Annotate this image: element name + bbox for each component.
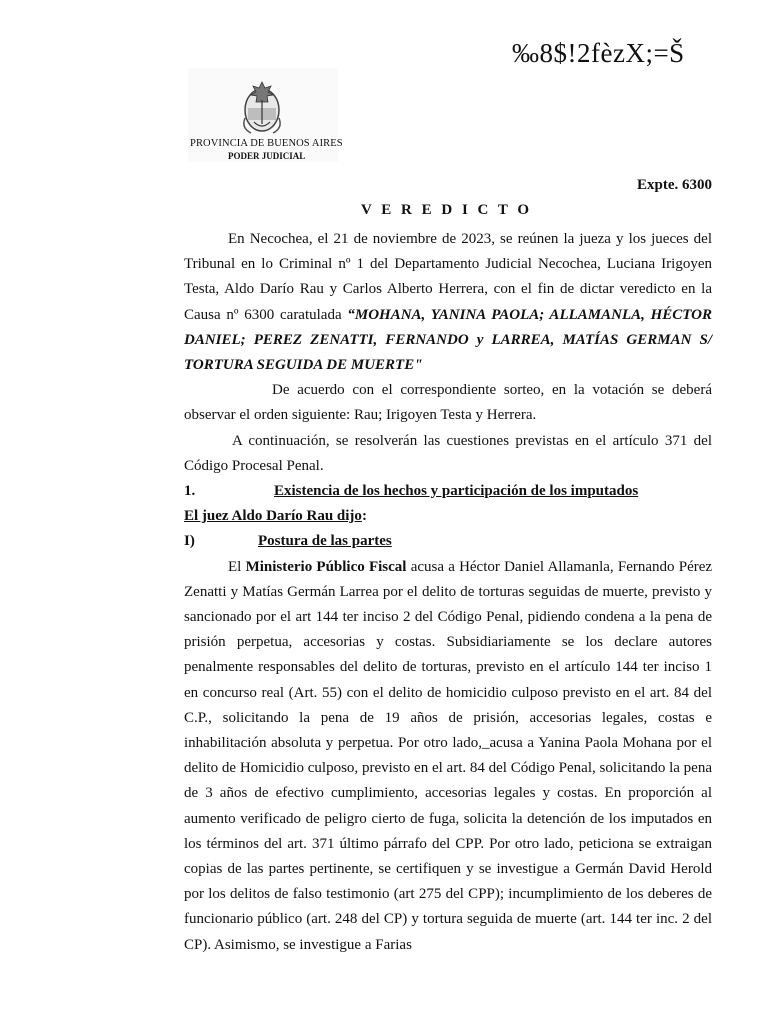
logo-province-text: PROVINCIA DE BUENOS AIRES [190,138,343,149]
judge-heading-colon: : [361,508,367,525]
document-title: V E R E D I C T O [360,202,533,218]
document-code: ‰8$!2fèzX;=Š [512,38,685,68]
intro-paragraph [184,227,712,378]
questions-paragraph: A continuación, se resolverán las cuestiones previstas en el artículo 371 del Código Procesal Penal. [184,432,712,474]
case-caption: “MOHANA, YANINA PAOLA; ALLAMANLA, HÉCTOR DANIEL; PEREZ ZENATTI, FERNANDO y LARREA, MATÍAS GERMAN S/ TORTURA SEGUIDA DE MUERTE" [184,306,712,374]
subsection-heading [184,529,712,554]
section-number: 1. [184,483,196,500]
judge-heading [184,504,712,529]
judge-heading-text: El juez Aldo Darío Rau dijo [184,508,362,525]
prosecution-text: acusa a Héctor Daniel Allamanla, Fernando Pérez Zenatti y Matías Germán Larrea por el delito de torturas seguidas de muerte, previsto y sancionado por el art 144 ter inciso 2 del Código Penal, pidiendo condena a la pena de prisión perpetua, accesorias y costas. Subsidiariamente se los declare autores penalmente responsables del delito de torturas, previsto en el artículo 144 ter inciso 1 en concurso real (Art. 55) con el delito de homicidio culposo previsto en el art. 84 del C.P., solicitando la pena de 19 años de prisión, accesorias legales, costas e inhabilitación absoluta y perpetua. Por otro lado,_acusa a Yanina Paola Mohana por el delito de Homicidio culposo, previsto en el art. 84 del Código Penal, solicitando la pena de 3 años de efectivo cumplimiento, accesorias legales y costas. En proporción al aumento verificado de peligro cierto de fuga, solicita la detención de los imputados en los términos del art. 371 último párrafo del CPP. Por otro lado, peticiona se extraigan copias de las partes pertinente, se certifiquen y se investigue a Germán David Herold por los delitos de falso testimonio (art 275 del CPP); incumplimiento de los deberes de funcionario público (art. 248 del CP) y tortura seguida de muerte (art. 144 ter inc. 2 del CP). Asimismo, se investigue a Farias [184,558,713,953]
subsection-title: Postura de las partes [258,533,392,550]
document-body [184,227,712,958]
coat-of-arms-icon [238,78,286,136]
logo-judicial-text: PODER JUDICIAL [228,151,306,161]
prosecution-bold: Ministerio Público Fiscal [245,558,407,575]
section-title: Existencia de los hechos y participación de los imputados [274,483,639,500]
intro-text: En Necochea, el 21 de noviembre de 2023, se reúnen la jueza y los jueces del Tribunal en lo Criminal nº 1 del Departamento Judicial Necochea, Luciana Irigoyen Testa, Aldo Darío Rau y Carlos Alberto Herrera, con el fin de dictar veredicto en la Causa nº 6300 caratulada [184,231,712,323]
subsection-number: I) [184,533,195,550]
prosecution-pre: El [228,558,242,575]
voting-order-paragraph: De acuerdo con el correspondiente sorteo, en la votación se deberá observar el orden siguiente: Rau; Irigoyen Testa y Herrera. [184,382,712,424]
file-number: Expte. 6300 [637,177,712,193]
section-heading [184,479,712,504]
prosecution-paragraph [184,555,712,958]
